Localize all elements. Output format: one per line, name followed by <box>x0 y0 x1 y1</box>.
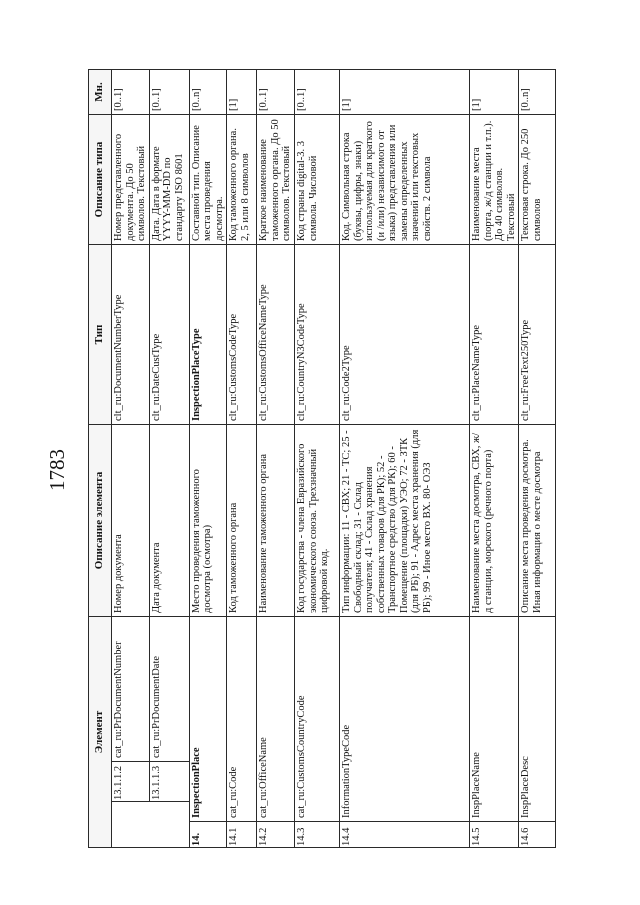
table-row <box>470 70 519 848</box>
element-number: 14.5 <box>470 822 519 848</box>
table-row <box>340 70 470 848</box>
element-description: Дата документа <box>149 425 189 617</box>
multiplicity: [0..1] <box>257 70 295 115</box>
type-name: InspectionPlaceType <box>189 245 227 425</box>
element-description: Наименование места досмотра, СВХ, ж/д станции, морского (речного порта) <box>470 425 519 617</box>
element-description: Код государства - члена Евразийского экономического союза. Трехзначный цифровой код. <box>295 425 340 617</box>
table-row <box>227 70 257 848</box>
type-description: Код страны digital-3. 3 символа. Числовой <box>295 115 340 245</box>
type-description: Код таможенного органа. 2, 5 или 8 символов <box>227 115 257 245</box>
table-row <box>149 70 189 848</box>
type-description: Код. Символьная строка (буквы, цифры, знаки) используемая для краткого (и /или) независимого от языка) представления или замены определенных значений или текстовых свойств. 2 символа <box>340 115 470 245</box>
element-description: Номер документа <box>112 425 150 617</box>
element-name: cat_ru:Code <box>227 617 257 822</box>
element-name: InspPlaceDesc <box>519 617 556 822</box>
page-number: 1783 <box>45 449 69 491</box>
element-number: 14.6 <box>519 822 556 848</box>
element-name: cat_ru:OfficeName <box>257 617 295 822</box>
element-name: InspPlaceName <box>470 617 519 822</box>
table-row <box>257 70 295 848</box>
type-description: Наименование места (порта, ж/д станции и т.п.). До 40 символов. Текстовый <box>470 115 519 245</box>
element-name: InformationTypeCode <box>340 617 470 822</box>
table-header-row <box>89 70 112 848</box>
element-number: 14.1 <box>227 822 257 848</box>
type-name: clt_ru:CountryN3CodeType <box>295 245 340 425</box>
element-number: 13.1.1.2 <box>112 762 150 802</box>
element-description: Описание места проведения досмотра. Иная информация о месте досмотра <box>519 425 556 617</box>
type-name: clt_ru:CustomsCodeType <box>227 245 257 425</box>
element-name: cat_ru:PrDocumentNumber <box>112 617 150 762</box>
element-number: 13.1.1.3 <box>149 762 189 802</box>
multiplicity: [0..1] <box>112 70 150 115</box>
type-name: clt_ru:PlaceNameType <box>470 245 519 425</box>
document-table-sheet <box>88 70 556 848</box>
type-name: clt_ru:Code2Type <box>340 245 470 425</box>
multiplicity: [1] <box>470 70 519 115</box>
header-element: Элемент <box>89 617 112 848</box>
type-name: clt_ru:FreeText250Type <box>519 245 556 425</box>
table-row <box>519 70 556 848</box>
element-name: InspectionPlace <box>189 617 227 822</box>
multiplicity: [1] <box>340 70 470 115</box>
element-description: Наименование таможенного органа <box>257 425 295 617</box>
element-name: cat_ru:CustomsCountryCode <box>295 617 340 822</box>
table-row <box>295 70 340 848</box>
header-element-description: Описание элемента <box>89 425 112 617</box>
multiplicity: [0..n] <box>189 70 227 115</box>
multiplicity: [1] <box>227 70 257 115</box>
element-number: 14. <box>189 822 227 848</box>
type-name: clt_ru:DocumentNumberType <box>112 245 150 425</box>
header-type: Тип <box>89 245 112 425</box>
element-table <box>88 69 556 848</box>
multiplicity: [0..1] <box>295 70 340 115</box>
type-description: Дата. Дата в формате YYYY-MM-DD по стандарту ISO 8601 <box>149 115 189 245</box>
type-name: clt_ru:CustomsOfficeNameType <box>257 245 295 425</box>
type-description: Составной тип. Описание места проведения досмотра. <box>189 115 227 245</box>
type-name: clt_ru:DateCustType <box>149 245 189 425</box>
element-description: Код таможенного органа <box>227 425 257 617</box>
multiplicity: [0..1] <box>149 70 189 115</box>
element-description: Место проведения таможенного досмотра (осмотра) <box>189 425 227 617</box>
element-name: cat_ru:PrDocumentDate <box>149 617 189 762</box>
element-number: 14.3 <box>295 822 340 848</box>
multiplicity: [0..n] <box>519 70 556 115</box>
element-number: 14.2 <box>257 822 295 848</box>
element-number: 14.4 <box>340 822 470 848</box>
type-description: Текстовая строка. До 250 символов <box>519 115 556 245</box>
type-description: Номер представленного документа. До 50 символов. Текстовый <box>112 115 150 245</box>
type-description: Краткое наименование таможенного органа. До 50 символов. Текстовый <box>257 115 295 245</box>
table-row <box>112 70 150 848</box>
header-multiplicity: Мн. <box>89 70 112 115</box>
indent-cell <box>112 802 190 848</box>
element-description: Тип информации: 11 - СВХ; 21 - ТС; 25 - Свободный склад; 31 - Склад получателя; 41 - Склад хранения собственных товаров (для РК); 52 - Транспортное средство (для РК); 60 - Помещение (площадки) УЭО; 72 - ЗТК (для РБ); 91 - Адрес места хранения (для РБ); 99 - Иное место ВХ. 80- ОЭЗ <box>340 425 470 617</box>
table-row <box>189 70 227 848</box>
header-type-description: Описание типа <box>89 115 112 245</box>
